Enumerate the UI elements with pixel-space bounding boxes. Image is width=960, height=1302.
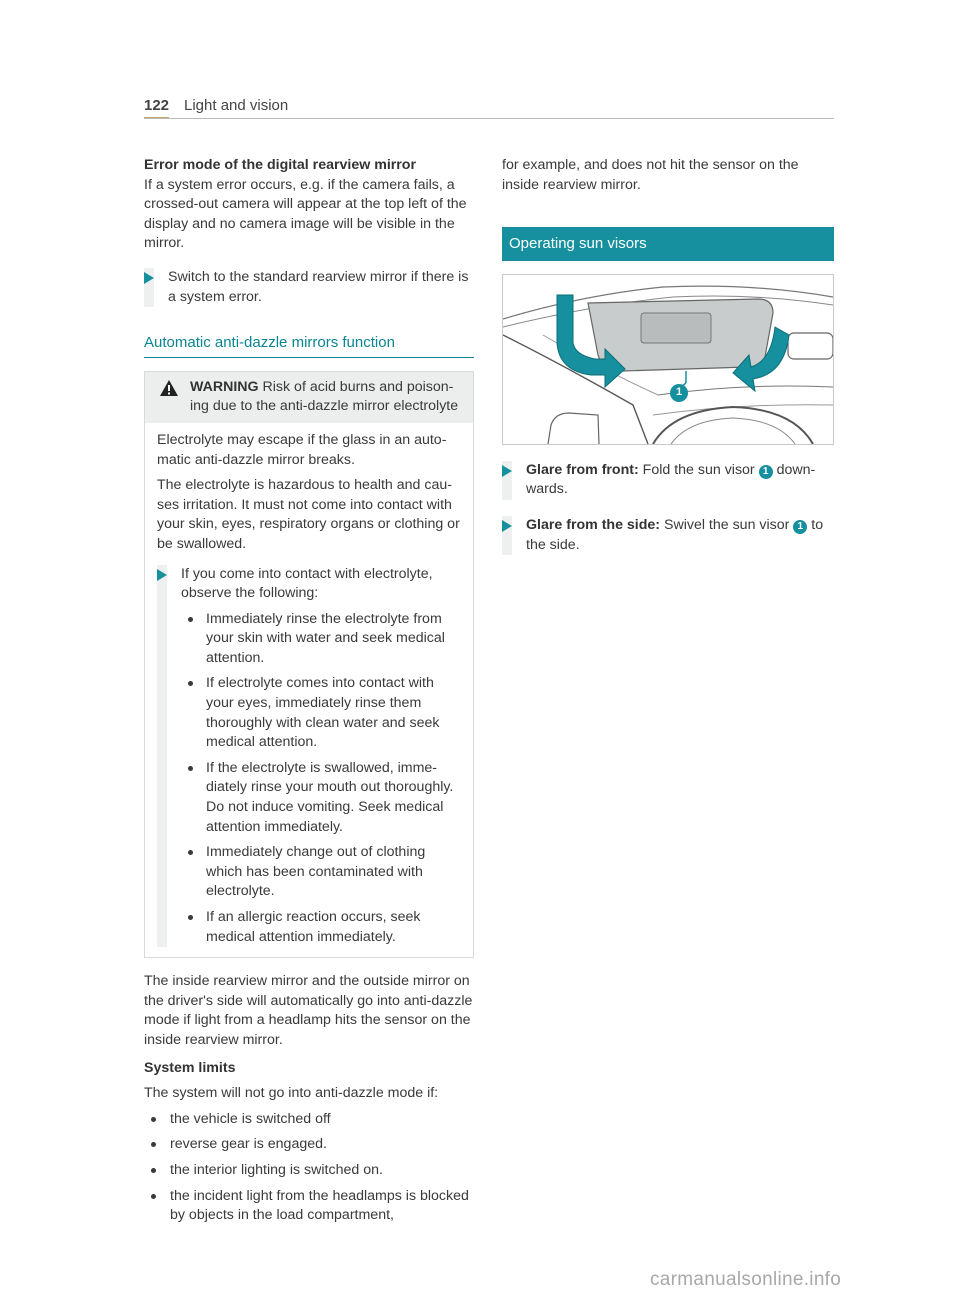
anti-dazzle-section-title: Automatic anti-dazzle mirrors function bbox=[144, 333, 474, 358]
list-item: reverse gear is engaged. bbox=[144, 1135, 474, 1155]
error-mode-heading: Error mode of the digital rearview mirror bbox=[144, 157, 416, 173]
glare-front-text bbox=[526, 461, 834, 500]
right-column bbox=[502, 156, 834, 555]
list-item: Immediately rinse the electrolyte from your skin with water and seek medical attention. bbox=[181, 610, 461, 669]
list-item: If an allergic reaction occurs, seek medical attention immediately. bbox=[181, 908, 461, 947]
step-arrow-icon bbox=[502, 520, 512, 532]
warning-box bbox=[144, 371, 474, 958]
warning-header bbox=[145, 372, 473, 423]
warning-body bbox=[145, 423, 473, 957]
glare-front-instruction: Fold the sun visor bbox=[642, 461, 755, 478]
warning-label: WARNING bbox=[190, 378, 259, 395]
watermark: carmanualsonline.info bbox=[650, 1269, 842, 1290]
glare-front-instruction-end: downwards. bbox=[526, 461, 816, 498]
list-item: If the electrolyte is swallowed, immediately rinse your mouth out thoroughly. Do not induce vomiting. Seek medical attention immediately. bbox=[181, 759, 461, 837]
continuation-text: for example, and does not hit the sensor on the inside rearview mirror. bbox=[502, 157, 799, 193]
marker-1-icon: 1 bbox=[759, 465, 773, 479]
system-limits-list bbox=[144, 1110, 474, 1226]
list-item: the interior lighting is switched on. bbox=[144, 1161, 474, 1181]
glare-side-text bbox=[526, 516, 834, 555]
anti-dazzle-description: The inside rearview mirror and the outside mirror on the driver's side will automatically go into anti-dazzle mode if light from a headlamp hits the sensor on the inside rearview mirror. bbox=[144, 973, 473, 1048]
page-title: Light and vision bbox=[184, 97, 289, 114]
warning-step bbox=[157, 565, 461, 948]
list-item: the incident light from the headlamps is blocked by objects in the load compartment, bbox=[144, 1187, 474, 1226]
glare-side-step bbox=[502, 516, 834, 555]
glare-front-step bbox=[502, 461, 834, 500]
warning-bullet-list bbox=[181, 610, 461, 948]
page-number: 122 bbox=[144, 97, 170, 114]
warning-paragraph-1: Electrolyte may escape if the glass in an automatic anti-dazzle mirror breaks. bbox=[157, 431, 447, 468]
list-item: the vehicle is switched off bbox=[144, 1110, 474, 1130]
system-limits-heading: System limits bbox=[144, 1059, 236, 1076]
error-mode-step bbox=[144, 268, 474, 307]
system-limits-intro: The system will not go into anti-dazzle mode if: bbox=[144, 1085, 439, 1102]
glare-front-label: Glare from front: bbox=[526, 461, 639, 478]
warning-step-intro: If you come into contact with electrolyte, observe the following: bbox=[181, 565, 433, 602]
warning-paragraph-2: The electrolyte is hazardous to health and causes irritation. It must not come into contact with your skin, eyes, respiratory organs or clothing or be swallowed. bbox=[157, 477, 460, 552]
header-rule bbox=[144, 118, 834, 119]
list-item: Immediately change out of clothing which has been contaminated with electrolyte. bbox=[181, 843, 461, 902]
step-arrow-icon bbox=[502, 465, 512, 477]
error-mode-text: If a system error occurs, e.g. if the camera fails, a crossed-out camera will appear at the top left of the display and no camera image will be visible in the mirror. bbox=[144, 176, 467, 252]
list-item: If electrolyte comes into contact with your eyes, immediately rinse them thoroughly with clean water and seek medical attention. bbox=[181, 674, 461, 752]
sun-visor-illustration bbox=[502, 274, 834, 445]
glare-side-instruction: Swivel the sun visor bbox=[663, 516, 790, 533]
step-arrow-icon bbox=[144, 272, 154, 284]
marker-1-icon: 1 bbox=[793, 520, 807, 534]
sun-visors-section-bar: Operating sun visors bbox=[502, 227, 834, 261]
glare-side-instruction-end: to the side. bbox=[526, 516, 824, 553]
sun-visor-drawing bbox=[503, 275, 833, 444]
glare-side-label: Glare from the side: bbox=[526, 516, 661, 533]
left-column bbox=[144, 156, 474, 1226]
warning-title-text: Risk of acid burns and poisoning due to the anti-dazzle mirror electrolyte bbox=[190, 378, 459, 415]
step-bar bbox=[157, 565, 167, 948]
error-mode-step-text: Switch to the standard rearview mirror if there is a system error. bbox=[168, 268, 469, 305]
step-arrow-icon bbox=[157, 569, 167, 581]
warning-triangle-icon bbox=[159, 379, 179, 397]
figure-marker-1: 1 bbox=[675, 385, 683, 398]
